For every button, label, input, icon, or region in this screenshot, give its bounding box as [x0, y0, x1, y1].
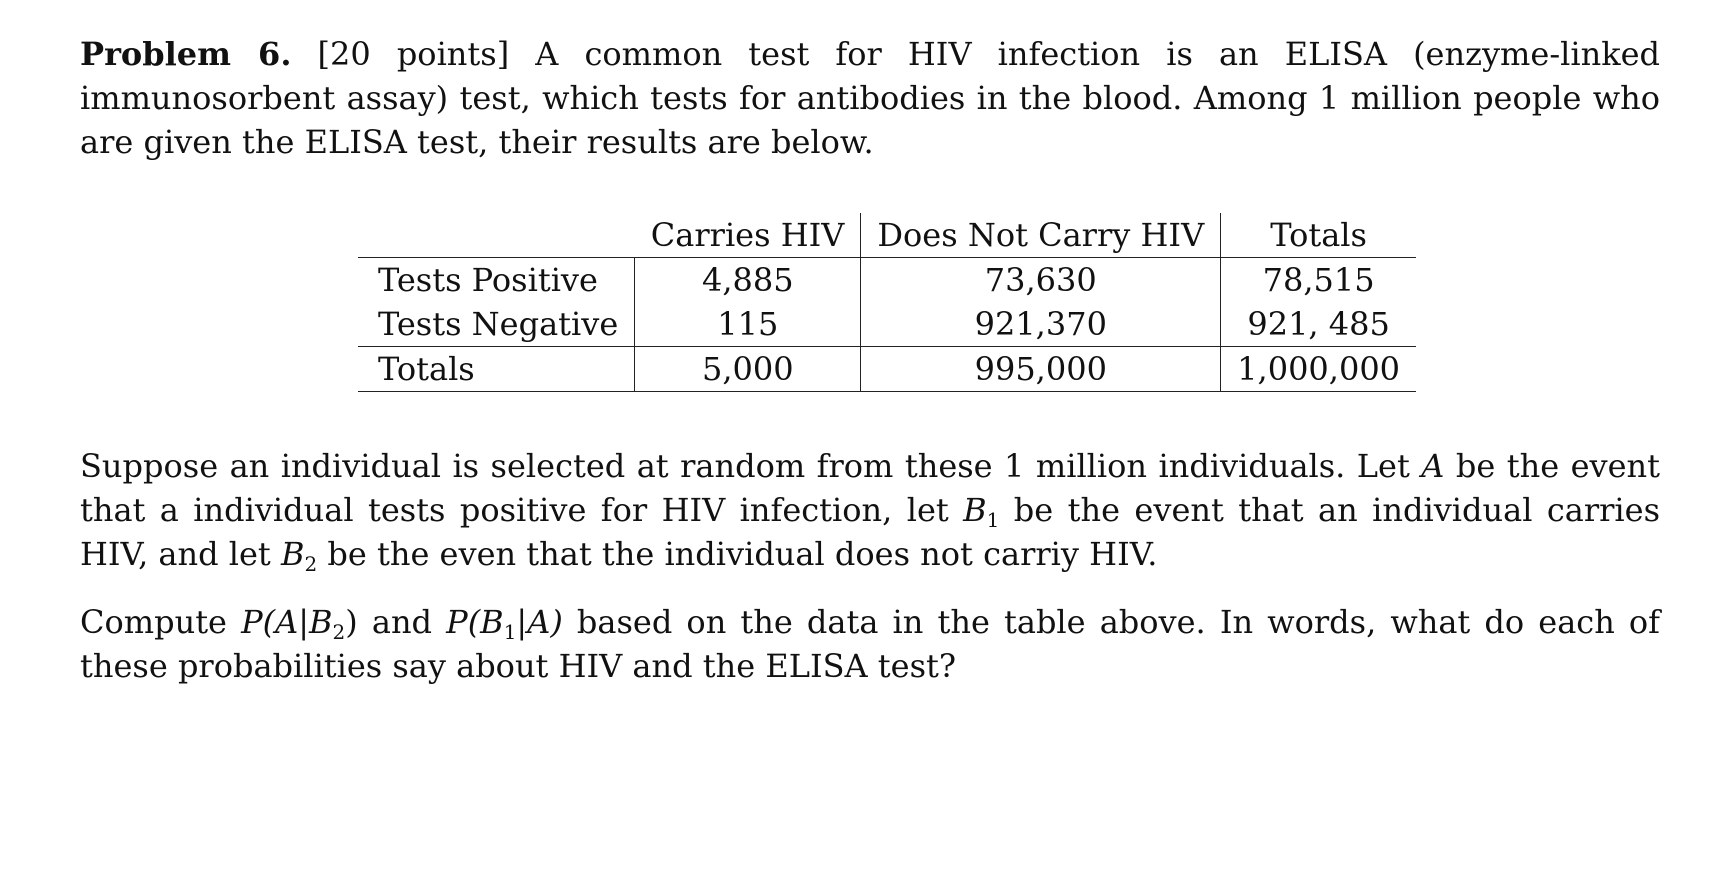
problem-intro: A common test for HIV infection is an ELISA (enzyme-linked immunosorbent assay) test, which tests for antibodies in the blood. Among 1 million people who are given the ELISA test, their results are below.	[80, 35, 1661, 161]
math-subscript: 2	[332, 620, 346, 644]
math-symbol-B: B	[963, 491, 987, 529]
math-expression: P(B	[446, 603, 504, 641]
text-fragment: Compute	[80, 603, 242, 641]
math-subscript: 1	[986, 508, 1000, 532]
table-cell: 921,370	[861, 302, 1221, 347]
table-cell: 995,000	[861, 347, 1221, 392]
text-fragment: based on the data in the table above. In words, what do each of these probabilities say about HIV and the ELISA test?	[80, 603, 1661, 685]
table-header-cell: Totals	[1270, 216, 1367, 254]
text-fragment: Suppose an individual is selected at random from these 1 million individuals. Let	[80, 447, 1422, 485]
math-expression: |A)	[516, 603, 563, 641]
table-header-cell: Carries HIV	[635, 213, 861, 258]
table-cell: 115	[635, 302, 861, 347]
table-header-cell: Does Not Carry HIV	[861, 213, 1221, 258]
problem-points: [20 points]	[317, 35, 510, 73]
text-fragment: be the event that an individual carries HIV, and let	[80, 491, 1661, 573]
table-header-row	[358, 213, 1416, 258]
math-symbol-A: A	[1421, 447, 1445, 485]
results-table	[358, 213, 1416, 392]
math-symbol-B: B	[280, 535, 305, 573]
table-cell: 78,515	[1221, 258, 1416, 303]
table-cell: 5,000	[635, 347, 861, 392]
math-subscript: 1	[503, 620, 517, 644]
problem-statement	[80, 32, 1660, 164]
table-row-label: Tests Negative	[358, 302, 635, 347]
results-table-container	[358, 213, 1416, 392]
math-expression: P(A|B	[241, 603, 333, 641]
event-definitions	[80, 444, 1660, 576]
table-row-label: Totals	[358, 347, 635, 392]
math-subscript: 2	[304, 552, 318, 576]
table-cell: 73,630	[861, 258, 1221, 303]
table-row	[358, 347, 1416, 392]
table-row	[358, 302, 1416, 347]
problem-label: Problem 6.	[80, 35, 292, 73]
table-header-cell	[358, 213, 635, 258]
math-expression: )	[345, 603, 358, 641]
table-row	[358, 258, 1416, 303]
text-fragment: and	[357, 603, 447, 641]
text-fragment: be the even that the individual does not carriy HIV.	[317, 535, 1158, 573]
text-fragment: be the event that a individual tests positive for HIV infection, let	[80, 447, 1661, 529]
table-cell: 1,000,000	[1221, 347, 1416, 392]
table-cell: 921, 485	[1247, 305, 1390, 343]
table-row-label: Tests Positive	[358, 258, 635, 303]
question-text	[80, 600, 1660, 688]
table-cell: 4,885	[635, 258, 861, 303]
